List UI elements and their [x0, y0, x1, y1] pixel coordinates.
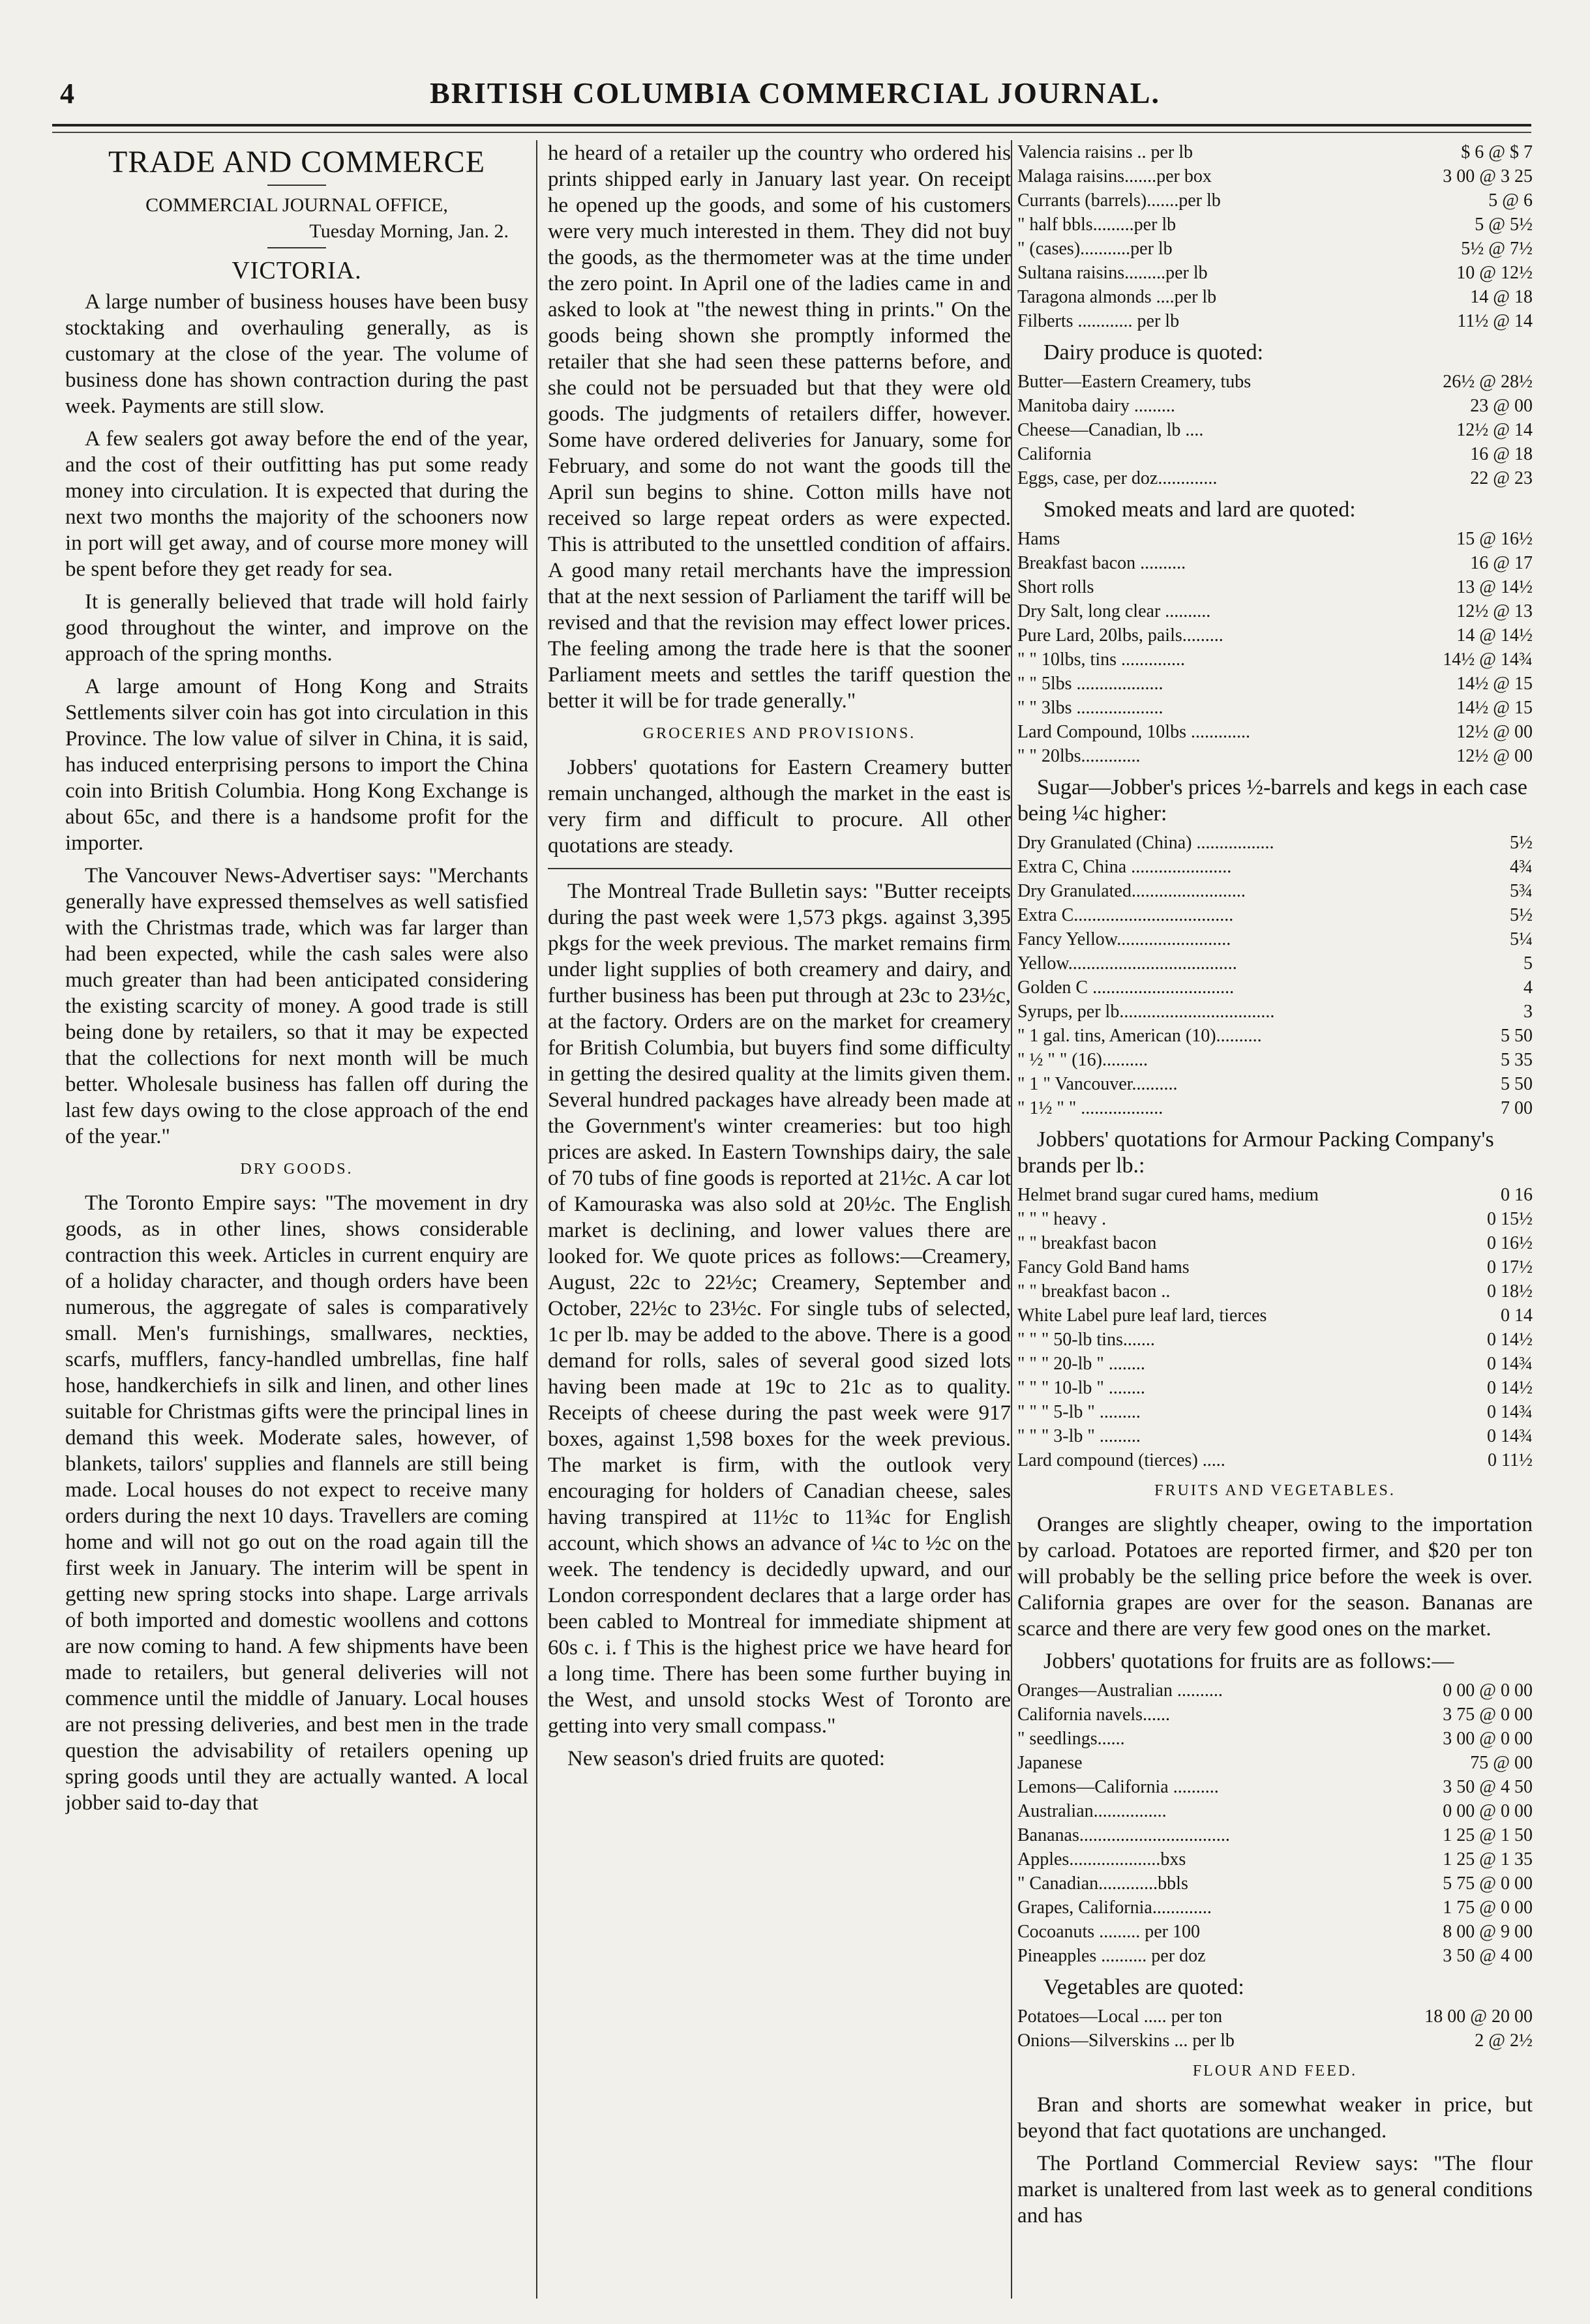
- item-name: " " " 20-lb " ........: [1017, 1354, 1145, 1374]
- item-price: 18 00 @ 20 00: [1424, 2006, 1533, 2027]
- item-price: 5¾: [1510, 881, 1533, 901]
- price-row: [1017, 648, 1533, 672]
- item-name: " 1 gal. tins, American (10)..........: [1017, 1026, 1262, 1046]
- item-name: Australian................: [1017, 1801, 1167, 1821]
- price-row: [1017, 1920, 1533, 1944]
- item-name: Lard compound (tierces) .....: [1017, 1450, 1225, 1470]
- item-price: 14 @ 14½: [1456, 625, 1533, 646]
- item-price: 5 @ 5½: [1475, 215, 1533, 235]
- price-row: [1017, 164, 1533, 188]
- item-price: 3 75 @ 0 00: [1443, 1705, 1533, 1725]
- price-row: [1017, 1751, 1533, 1775]
- subsection-heading: DRY GOODS.: [240, 1161, 353, 1178]
- item-price: 14½ @ 14¾: [1443, 649, 1533, 670]
- item-name: Potatoes—Local ..... per ton: [1017, 2006, 1223, 2027]
- item-price: 16 @ 17: [1470, 553, 1533, 573]
- item-name: Grapes, California.............: [1017, 1898, 1212, 1918]
- item-price: 1 25 @ 1 35: [1443, 1849, 1533, 1870]
- item-name: Bananas.................................: [1017, 1825, 1230, 1845]
- item-name: " Canadian.............bbls: [1017, 1873, 1188, 1894]
- price-row: [1017, 1944, 1533, 1968]
- paragraph: The Vancouver News-Advertiser says: "Merchants generally have expressed themselves as well satisfied with the Christmas trade, which was far larger than had been expected, while the cash sales were also much greater than had been anticipated considering the existing scarcity of money. A good trade is still being done by retailers, so that it may be expected that the collections for next month will be much better. Wholesale business has fallen off during the last few days owing to the close approach of the end of the year.": [65, 864, 528, 1148]
- item-price: 14½ @ 15: [1456, 674, 1533, 694]
- item-price: 15 @ 16½: [1456, 529, 1533, 549]
- price-row: [1017, 1096, 1533, 1120]
- item-name: Onions—Silverskins ... per lb: [1017, 2031, 1235, 2051]
- item-price: 5½: [1510, 833, 1533, 853]
- item-name: Malaga raisins.......per box: [1017, 166, 1212, 186]
- vegetable-price-table: [1017, 2004, 1533, 2053]
- price-row: [1017, 1847, 1533, 1871]
- column-1: [65, 140, 528, 2305]
- item-price: 11½ @ 14: [1457, 311, 1533, 331]
- price-row: [1017, 1703, 1533, 1727]
- smoked-meats-price-table: [1017, 527, 1533, 768]
- price-row: [1017, 1376, 1533, 1400]
- price-row: [1017, 394, 1533, 418]
- item-name: Breakfast bacon ..........: [1017, 553, 1186, 573]
- item-price: 0 16½: [1487, 1233, 1533, 1253]
- section-heading: TRADE AND COMMERCE: [108, 145, 486, 179]
- item-price: 1 75 @ 0 00: [1443, 1898, 1533, 1918]
- item-price: 4¾: [1510, 857, 1533, 877]
- item-name: White Label pure leaf lard, tierces: [1017, 1305, 1267, 1326]
- item-price: 0 11½: [1488, 1450, 1533, 1470]
- item-name: " " 20lbs.............: [1017, 746, 1141, 766]
- item-name: " ½ " " (16)..........: [1017, 1050, 1148, 1070]
- item-price: 12½ @ 00: [1456, 746, 1533, 766]
- item-name: Japanese: [1017, 1753, 1083, 1773]
- armour-price-table: [1017, 1183, 1533, 1472]
- header-rule-thin: [52, 132, 1531, 133]
- item-name: " seedlings......: [1017, 1729, 1125, 1749]
- table-note: Vegetables are quoted:: [1043, 1975, 1244, 1999]
- price-row: [1017, 2029, 1533, 2053]
- price-row: [1017, 1400, 1533, 1424]
- item-price: 22 @ 23: [1470, 468, 1533, 488]
- price-row: [1017, 1072, 1533, 1096]
- item-name: Syrups, per lb..................................: [1017, 1002, 1275, 1022]
- item-name: " 1½ " " ..................: [1017, 1098, 1163, 1118]
- item-price: 1 25 @ 1 50: [1443, 1825, 1533, 1845]
- paragraph: The Portland Commercial Review says: "The flour market is unaltered from last week as to general conditions and has: [1017, 2152, 1533, 2227]
- item-name: " " " 50-lb tins.......: [1017, 1330, 1155, 1350]
- price-row: [1017, 370, 1533, 394]
- item-price: 13 @ 14½: [1456, 577, 1533, 597]
- paragraph: The Montreal Trade Bulletin says: "Butter receipts during the past week were 1,573 pkgs. against 3,395 pkgs for the week previous. The market remains firm under light supplies of both creamery and dairy, and further business has been put through at 23c to 23½c, at the factory. Orders are on the market for creamery for British Columbia, but buyers find some difficulty in getting the desired quality at the limits given them. Several hundred packages have already been made at the Government's winter creameries: but too high prices are asked. In Eastern Townships dairy, the sale of 70 tubs of fine goods is reported at 21½c. A car lot of Kamouraska was also sold at 20½c. The English market is declining, and lower values there are looked for. We quote prices as follows:—Creamery, August, 22c to 22½c; Creamery, September and October, 22½c to 23½c. For single tubs of selected, 1c per lb. may be added to the above. There is a good demand for rolls, sales of several good sized lots having been made at 19c to 21c as to quality. Receipts of cheese during the past week were 917 boxes, against 1,598 boxes for the week previous. The market is firm, with the outlook very encouraging for holders of Canadian cheese, sales having transpired at 11½c to 11¾c for English account, which shows an advance of ¼c to ½c on the week. The tendency is decidedly upward, and our London correspondent declares that a large order has been cabled to Montreal for immediate shipment at 60s c. i. f This is the highest price we have heard for a long time. There has been some further buying in the West, and unsold stocks West of Toronto are getting into very small compass.": [548, 880, 1011, 1738]
- item-price: 0 00 @ 0 00: [1443, 1801, 1533, 1821]
- item-price: 4: [1523, 977, 1533, 998]
- section-rule: [548, 868, 1011, 869]
- item-name: Butter—Eastern Creamery, tubs: [1017, 372, 1252, 392]
- item-price: 5 @ 6: [1488, 190, 1533, 211]
- price-row: [1017, 551, 1533, 575]
- price-row: [1017, 1183, 1533, 1207]
- price-row: [1017, 1424, 1533, 1448]
- item-price: 0 17½: [1487, 1257, 1533, 1277]
- item-name: " " " heavy .: [1017, 1209, 1107, 1229]
- journal-title: BRITISH COLUMBIA COMMERCIAL JOURNAL.: [430, 76, 1160, 110]
- item-price: 3 00 @ 3 25: [1443, 166, 1533, 186]
- item-price: 14 @ 18: [1470, 287, 1533, 307]
- item-price: 75 @ 00: [1470, 1753, 1533, 1773]
- item-name: " " " 10-lb " ........: [1017, 1378, 1145, 1398]
- item-price: 12½ @ 13: [1456, 601, 1533, 621]
- item-name: " " 10lbs, tins ..............: [1017, 649, 1185, 670]
- item-price: 16 @ 18: [1470, 444, 1533, 464]
- item-price: 0 14: [1501, 1305, 1533, 1326]
- price-row: [1017, 188, 1533, 213]
- item-name: Oranges—Australian ..........: [1017, 1680, 1223, 1701]
- item-price: 5 35: [1501, 1050, 1533, 1070]
- item-price: 26½ @ 28½: [1443, 372, 1533, 392]
- price-row: [1017, 527, 1533, 551]
- item-price: 14½ @ 15: [1456, 698, 1533, 718]
- paragraph: A large number of business houses have been busy stocktaking and overhauling generally, as is customary at the close of the year. The volume of business done has shown contraction during the past week. Payments are still slow.: [65, 290, 528, 418]
- item-price: 5 75 @ 0 00: [1443, 1873, 1533, 1894]
- item-price: 7 00: [1501, 1098, 1533, 1118]
- price-row: [1017, 285, 1533, 309]
- item-price: 5: [1523, 953, 1533, 974]
- item-name: Sultana raisins.........per lb: [1017, 263, 1208, 283]
- item-price: 3 00 @ 0 00: [1443, 1729, 1533, 1749]
- item-name: " (cases)...........per lb: [1017, 239, 1173, 259]
- item-name: Filberts ............ per lb: [1017, 311, 1180, 331]
- item-name: Dry Granulated.........................: [1017, 881, 1246, 901]
- price-row: [1017, 1279, 1533, 1304]
- item-price: 0 16: [1501, 1185, 1533, 1205]
- item-price: 5 50: [1501, 1074, 1533, 1094]
- price-row: [1017, 720, 1533, 744]
- item-price: 0 14¾: [1487, 1402, 1533, 1422]
- page-number: 4: [60, 78, 74, 110]
- item-name: Currants (barrels).......per lb: [1017, 190, 1221, 211]
- item-name: Apples....................bxs: [1017, 1849, 1186, 1870]
- item-name: Yellow.....................................: [1017, 953, 1237, 974]
- price-row: [1017, 1678, 1533, 1703]
- item-price: 5½: [1510, 905, 1533, 925]
- price-row: [1017, 1000, 1533, 1024]
- price-row: [1017, 855, 1533, 879]
- price-row: [1017, 1231, 1533, 1255]
- item-name: Cocoanuts ......... per 100: [1017, 1922, 1200, 1942]
- price-row: [1017, 927, 1533, 951]
- item-price: 5¼: [1510, 929, 1533, 949]
- item-price: 12½ @ 00: [1456, 722, 1533, 742]
- date-line: Tuesday Morning, Jan. 2.: [309, 220, 509, 242]
- item-price: 12½ @ 14: [1456, 420, 1533, 440]
- item-price: 5 50: [1501, 1026, 1533, 1046]
- item-name: Manitoba dairy .........: [1017, 396, 1175, 416]
- item-name: " half bbls.........per lb: [1017, 215, 1177, 235]
- subsection-heading: FLOUR AND FEED.: [1192, 2063, 1358, 2079]
- column-divider: [1011, 140, 1012, 2299]
- price-row: [1017, 951, 1533, 976]
- item-price: 0 00 @ 0 00: [1443, 1680, 1533, 1701]
- item-price: 0 14¾: [1487, 1354, 1533, 1374]
- price-row: [1017, 1823, 1533, 1847]
- price-row: [1017, 237, 1533, 261]
- price-row: [1017, 2004, 1533, 2029]
- item-name: " " 3lbs ...................: [1017, 698, 1163, 718]
- dried-fruit-price-table: [1017, 140, 1533, 333]
- item-price: 3: [1523, 1002, 1533, 1022]
- price-row: [1017, 903, 1533, 927]
- item-name: Dry Salt, long clear ..........: [1017, 601, 1211, 621]
- price-row: [1017, 831, 1533, 855]
- item-price: 0 14¾: [1487, 1426, 1533, 1446]
- item-name: Short rolls: [1017, 577, 1094, 597]
- price-row: [1017, 623, 1533, 648]
- item-price: 8 00 @ 9 00: [1443, 1922, 1533, 1942]
- price-row: [1017, 1352, 1533, 1376]
- paragraph: A few sealers got away before the end of the year, and the cost of their outfitting has put some ready money into circulation. It is expected that during the next two months the majority of the schooners now in port will get away, and of course more money will be spent before they get ready for sea.: [65, 427, 528, 581]
- item-name: Valencia raisins .. per lb: [1017, 142, 1193, 162]
- item-price: 2 @ 2½: [1475, 2031, 1533, 2051]
- paragraph: The Toronto Empire says: "The movement in dry goods, as in other lines, shows considerable contraction this week. Articles in current enquiry are of a holiday character, and though orders have been numerous, the aggregate of sales is comparatively small. Men's furnishings, smallwares, neckties, scarfs, mufflers, fancy-handled umbrellas, fine half hose, handkerchiefs in silk and linen, and other lines suitable for Christmas gifts were the principal lines in demand this week. Moderate sales, however, of blankets, tailors' supplies and flannels are still being made. Local houses do not expect to receive many orders during the next 10 days. Travellers are coming home and will not go out on the road again till the first week in January. The interim will be spent in getting new spring stocks into shape. Large arrivals of both imported and domestic woollens and cottons are now coming to hand. A few shipments have been made to retailers, but general deliveries will not commence until the middle of January. Local houses are not pressing deliveries, and best men in the trade question the advisability of retailers opening up spring goods until they are actually wanted. A local jobber said to-day that: [65, 1191, 528, 1815]
- table-note: Smoked meats and lard are quoted:: [1043, 498, 1356, 522]
- item-name: Lemons—California ..........: [1017, 1777, 1219, 1797]
- price-row: [1017, 696, 1533, 720]
- item-price: 0 18½: [1487, 1281, 1533, 1302]
- column-divider: [536, 140, 537, 2299]
- price-row: [1017, 309, 1533, 333]
- price-row: [1017, 744, 1533, 768]
- item-name: Taragona almonds ....per lb: [1017, 287, 1217, 307]
- item-name: Golden C ...............................: [1017, 977, 1235, 998]
- item-name: Dry Granulated (China) .................: [1017, 833, 1274, 853]
- fruit-price-table: [1017, 1678, 1533, 1968]
- item-name: Pineapples .......... per doz: [1017, 1946, 1206, 1966]
- price-row: [1017, 213, 1533, 237]
- price-row: [1017, 418, 1533, 442]
- price-row: [1017, 1448, 1533, 1472]
- dairy-price-table: [1017, 370, 1533, 490]
- item-price: 0 14½: [1487, 1378, 1533, 1398]
- header-rule: [52, 124, 1531, 127]
- column-2: [548, 140, 1011, 2305]
- price-row: [1017, 442, 1533, 466]
- item-name: California navels......: [1017, 1705, 1171, 1725]
- table-note: Jobbers' quotations for Armour Packing Company's brands per lb.:: [1017, 1127, 1494, 1178]
- sugar-price-table: [1017, 831, 1533, 1120]
- paragraph: New season's dried fruits are quoted:: [567, 1747, 886, 1770]
- table-note: Dairy produce is quoted:: [1043, 340, 1264, 365]
- price-row: [1017, 1304, 1533, 1328]
- item-name: Helmet brand sugar cured hams, medium: [1017, 1185, 1319, 1205]
- price-row: [1017, 1775, 1533, 1799]
- short-rule: [267, 185, 326, 186]
- item-name: " " breakfast bacon ..: [1017, 1281, 1171, 1302]
- city-heading: VICTORIA.: [232, 257, 362, 284]
- price-row: [1017, 599, 1533, 623]
- item-name: Pure Lard, 20lbs, pails.........: [1017, 625, 1223, 646]
- price-row: [1017, 140, 1533, 164]
- price-row: [1017, 1024, 1533, 1048]
- item-name: Eggs, case, per doz.............: [1017, 468, 1218, 488]
- paragraph: Jobbers' quotations for Eastern Creamery butter remain unchanged, although the market in the east is very firm and difficult to procure. All other quotations are steady.: [548, 756, 1011, 857]
- price-row: [1017, 672, 1533, 696]
- item-name: " " " 3-lb " .........: [1017, 1426, 1141, 1446]
- price-row: [1017, 261, 1533, 285]
- item-price: 0 15½: [1487, 1209, 1533, 1229]
- item-name: " " " 5-lb " .........: [1017, 1402, 1141, 1422]
- paragraph: Oranges are slightly cheaper, owing to the importation by carload. Potatoes are reported firmer, and $20 per ton will probably be the selling price before the week is over. California grapes are over for the season. Bananas are scarce and there are very few good ones on the market.: [1017, 1513, 1533, 1641]
- subsection-heading: GROCERIES AND PROVISIONS.: [642, 725, 916, 742]
- price-row: [1017, 1328, 1533, 1352]
- price-row: [1017, 1727, 1533, 1751]
- item-name: " " breakfast bacon: [1017, 1233, 1157, 1253]
- item-name: " " 5lbs ...................: [1017, 674, 1163, 694]
- item-price: 10 @ 12½: [1456, 263, 1533, 283]
- item-price: 23 @ 00: [1470, 396, 1533, 416]
- price-row: [1017, 1799, 1533, 1823]
- price-row: [1017, 1207, 1533, 1231]
- item-price: $ 6 @ $ 7: [1461, 142, 1533, 162]
- price-row: [1017, 1871, 1533, 1896]
- item-name: Cheese—Canadian, lb ....: [1017, 420, 1204, 440]
- table-note: Jobbers' quotations for fruits are as follows:—: [1043, 1649, 1454, 1673]
- office-line: COMMERCIAL JOURNAL OFFICE,: [145, 194, 448, 216]
- paragraph: he heard of a retailer up the country who ordered his prints shipped early in January last year. On receipt he opened up the goods, and some of his customers were very much interested in them. They did not buy the goods, as the thermometer was at the time under the zero point. In April one of the ladies came in and asked to look at "the newest thing in prints." On the goods being shown she promptly informed the retailer that she had seen these patterns before, and she could not be persuaded but that they were old goods. The judgments of retailers differ, however. Some have ordered deliveries for January, some for February, and some do not want the goods till the April sun begins to shine. Cotton mills have not received so large repeat orders as were expected. This is attributed to the unsettled condition of affairs. A good many retail merchants have the impression that at the next session of Parliament the tariff will be revised and that the revision may effect lower prices. The feeling among the trade here is that the sooner Parliament meets and settles the tariff question the better it will be for trade generally.": [548, 142, 1011, 713]
- item-name: Extra C, China ......................: [1017, 857, 1232, 877]
- item-name: Hams: [1017, 529, 1060, 549]
- item-name: Fancy Yellow.........................: [1017, 929, 1231, 949]
- paragraph: A large amount of Hong Kong and Straits Settlements silver coin has got into circulation in this Province. The low value of silver in China, it is said, has induced enterprising persons to import the China coin into British Columbia. Hong Kong Exchange is about 65c, and there is a handsome profit for the importer.: [65, 675, 528, 855]
- price-row: [1017, 575, 1533, 599]
- price-row: [1017, 1896, 1533, 1920]
- item-name: Extra C...................................: [1017, 905, 1234, 925]
- price-row: [1017, 976, 1533, 1000]
- subsection-heading: FRUITS AND VEGETABLES.: [1154, 1482, 1396, 1499]
- short-rule: [267, 247, 326, 248]
- item-name: Fancy Gold Band hams: [1017, 1257, 1190, 1277]
- item-price: 3 50 @ 4 50: [1443, 1777, 1533, 1797]
- paragraph: Bran and shorts are somewhat weaker in price, but beyond that fact quotations are unchanged.: [1017, 2093, 1533, 2143]
- price-row: [1017, 1048, 1533, 1072]
- price-row: [1017, 466, 1533, 490]
- item-price: 5½ @ 7½: [1461, 239, 1533, 259]
- item-name: California: [1017, 444, 1092, 464]
- table-note: Sugar—Jobber's prices ½-barrels and kegs in each case being ¼c higher:: [1017, 775, 1527, 826]
- item-price: 0 14½: [1487, 1330, 1533, 1350]
- column-3: [1017, 140, 1533, 2305]
- paragraph: It is generally believed that trade will hold fairly good throughout the winter, and improve on the approach of the spring months.: [65, 590, 528, 666]
- price-row: [1017, 1255, 1533, 1279]
- item-name: Lard Compound, 10lbs .............: [1017, 722, 1250, 742]
- price-row: [1017, 879, 1533, 903]
- item-price: 3 50 @ 4 00: [1443, 1946, 1533, 1966]
- item-name: " 1 " Vancouver..........: [1017, 1074, 1178, 1094]
